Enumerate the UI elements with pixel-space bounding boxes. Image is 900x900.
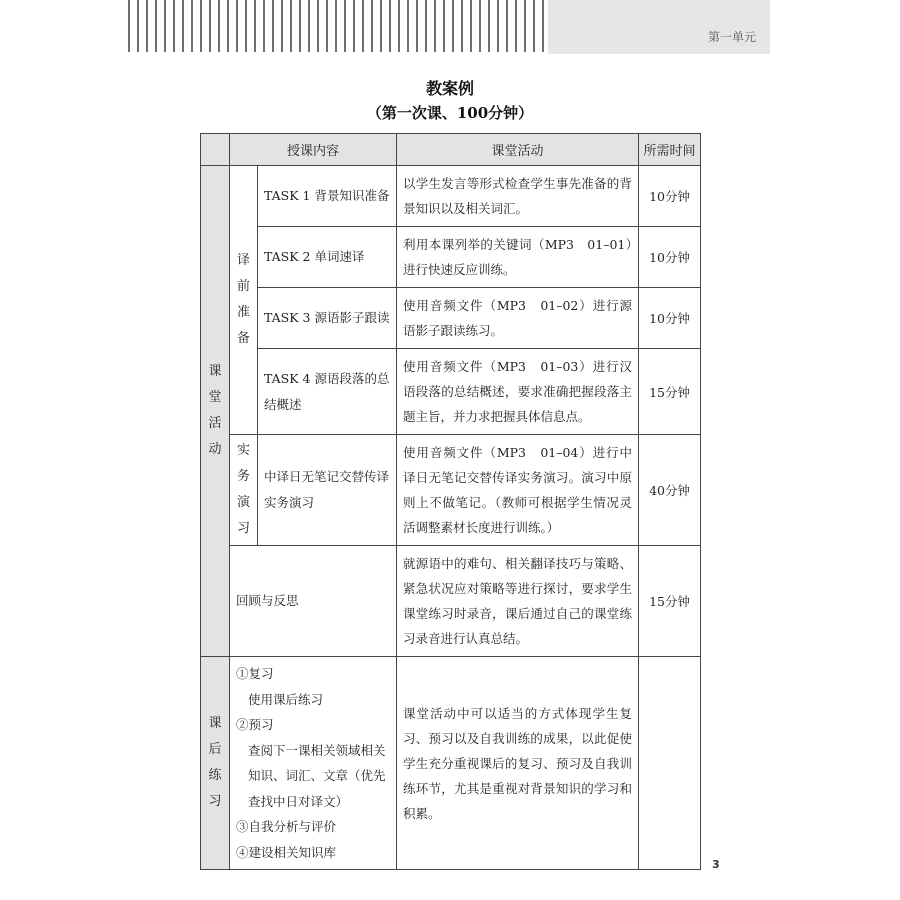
- list-item: ④建设相关知识库: [236, 844, 337, 860]
- task-cell: TASK 4 源语段落的总结概述: [258, 349, 397, 435]
- task-cell: TASK 1 背景知识准备: [258, 166, 397, 227]
- list-item: 使用课后练习: [248, 691, 324, 707]
- column-header-time: 所需时间: [639, 134, 701, 166]
- time-cell: 10分钟: [639, 227, 701, 288]
- list-item: ①复习: [236, 666, 274, 681]
- list-item: ②预习: [236, 717, 274, 732]
- table-row: [201, 657, 701, 870]
- table-header-row: [201, 134, 701, 166]
- header-stripes: [128, 0, 546, 52]
- activity-cell: 使用音频文件（MP3 01–03）进行汉语段落的总结概述，要求准确把握段落主题主旨，并力求把握具体信息点。: [397, 349, 639, 435]
- time-cell: 15分钟: [639, 546, 701, 657]
- table-row: [201, 166, 701, 227]
- group-practice: 实 务 演 习: [230, 435, 258, 546]
- section-class-activity: 课 堂 活 动: [201, 166, 230, 657]
- task-cell: 回顾与反思: [230, 546, 397, 657]
- homework-list: [230, 657, 397, 870]
- task-cell: TASK 3 源语影子跟读: [258, 288, 397, 349]
- activity-cell: 以学生发言等形式检查学生事先准备的背景知识以及相关词汇。: [397, 166, 639, 227]
- activity-cell: 使用音频文件（MP3 01–02）进行源语影子跟读练习。: [397, 288, 639, 349]
- group-pre-translation: 译 前 准 备: [230, 166, 258, 435]
- section-after-class: 课 后 练 习: [201, 657, 230, 870]
- unit-label: 第一单元: [707, 30, 756, 44]
- time-cell: 10分钟: [639, 288, 701, 349]
- table-row: [201, 546, 701, 657]
- column-header-content: 授课内容: [230, 134, 397, 166]
- table-row: [201, 349, 701, 435]
- unit-header-box: [548, 0, 770, 54]
- page-subtitle: （第一次课、100分钟）: [366, 104, 534, 122]
- task-cell: TASK 2 单词速译: [258, 227, 397, 288]
- table-row: [201, 227, 701, 288]
- list-item: ③自我分析与评价: [236, 819, 337, 834]
- activity-cell: 就源语中的难句、相关翻译技巧与策略、紧急状况应对策略等进行探讨，要求学生课堂练习时录音，课后通过自己的课堂练习录音进行认真总结。: [397, 546, 639, 657]
- table-row: [201, 288, 701, 349]
- column-header-activity: 课堂活动: [397, 134, 639, 166]
- table-row: [201, 435, 701, 546]
- time-cell: 10分钟: [639, 166, 701, 227]
- header-corner: [201, 134, 230, 166]
- activity-cell: 课堂活动中可以适当的方式体现学生复习、预习以及自我训练的成果，以此促使学生充分重视课后的复习、预习及自我训练环节，尤其是重视对背景知识的学习和积累。: [397, 657, 639, 870]
- time-cell-empty: [639, 657, 701, 870]
- page-number: 3: [712, 858, 720, 871]
- lesson-plan-table: [200, 133, 701, 870]
- task-cell: 中译日无笔记交替传译实务演习: [258, 435, 397, 546]
- time-cell: 40分钟: [639, 435, 701, 546]
- activity-cell: 使用音频文件（MP3 01–04）进行中译日无笔记交替传译实务演习。演习中原则上不做笔记。（教师可根据学生情况灵活调整素材长度进行训练。）: [397, 435, 639, 546]
- time-cell: 15分钟: [639, 349, 701, 435]
- page-title: 教案例: [425, 79, 474, 98]
- list-item: 查阅下一课相关领域相关知识、词汇、文章（优先查找中日对译文）: [248, 742, 386, 809]
- activity-cell: 利用本课列举的关键词（MP3 01–01）进行快速反应训练。: [397, 227, 639, 288]
